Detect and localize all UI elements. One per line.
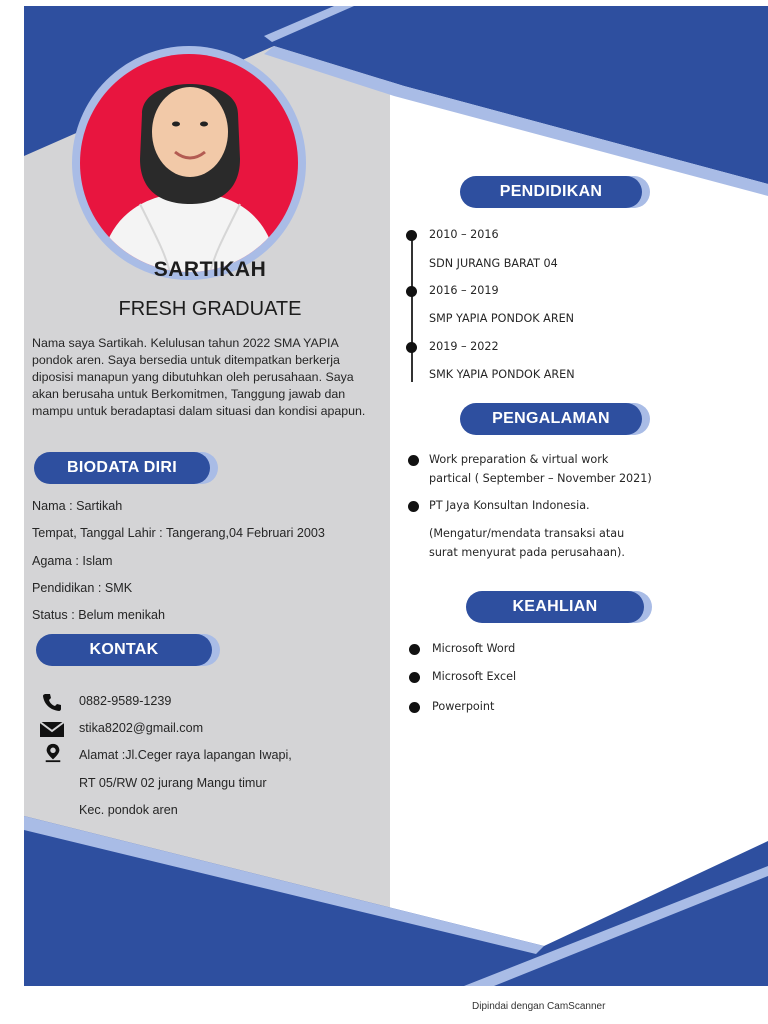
skill-item: Microsoft Word bbox=[432, 642, 516, 655]
biodata-birth: Tempat, Tanggal Lahir : Tangerang,04 Februari 2003 bbox=[32, 526, 325, 540]
bullet-dot bbox=[408, 455, 419, 466]
education-school: SMK YAPIA PONDOK AREN bbox=[429, 368, 575, 381]
bullet-dot bbox=[408, 501, 419, 512]
location-pin-icon bbox=[43, 743, 63, 763]
address-line-3: Kec. pondok aren bbox=[79, 803, 178, 817]
bullet-dot bbox=[409, 644, 420, 655]
phone-icon bbox=[42, 692, 62, 712]
biodata-heading: BIODATA DIRI bbox=[34, 452, 210, 484]
education-school: SDN JURANG BARAT 04 bbox=[429, 257, 558, 270]
education-timeline-line bbox=[411, 234, 413, 382]
profile-summary: Nama saya Sartikah. Kelulusan tahun 2022 SMA YAPIA pondok aren. Saya bersedia untuk ditempatkan berkerja diposisi manapun yang dibutuhkan oleh perusahaan. Saya akan berusaha untuk Berkomitmen, Tanggung jawab dan mampu untuk beradaptasi dalam situasi dan kondisi apapun. bbox=[32, 336, 366, 418]
biodata-education: Pendidikan : SMK bbox=[32, 581, 133, 595]
pendidikan-heading: PENDIDIKAN bbox=[460, 176, 642, 208]
education-school: SMP YAPIA PONDOK AREN bbox=[429, 312, 575, 325]
profile-photo bbox=[80, 54, 298, 272]
keahlian-heading: KEAHLIAN bbox=[466, 591, 644, 623]
experience-note-line2: surat menyurat pada perusahaan). bbox=[429, 546, 625, 559]
timeline-dot bbox=[406, 286, 417, 297]
biodata-religion: Agama : Islam bbox=[32, 554, 113, 568]
cv-page bbox=[24, 6, 768, 986]
experience-note-line1: (Mengatur/mendata transaksi atau bbox=[429, 527, 625, 540]
education-years: 2010 – 2016 bbox=[429, 228, 499, 241]
timeline-dot bbox=[406, 230, 417, 241]
pengalaman-heading: PENGALAMAN bbox=[460, 403, 642, 435]
skill-item: Powerpoint bbox=[432, 700, 495, 713]
experience-item-line1: PT Jaya Konsultan Indonesia. bbox=[429, 499, 590, 512]
address-line-2: RT 05/RW 02 jurang Mangu timur bbox=[79, 776, 267, 790]
mail-icon bbox=[39, 719, 65, 739]
email-address: stika8202@gmail.com bbox=[79, 721, 204, 735]
person-role: FRESH GRADUATE bbox=[118, 298, 302, 320]
scanner-watermark: Dipindai dengan CamScanner bbox=[472, 1001, 606, 1012]
bullet-dot bbox=[409, 672, 420, 683]
skill-item: Microsoft Excel bbox=[432, 670, 517, 683]
biodata-name: Nama : Sartikah bbox=[32, 499, 123, 513]
person-name: SARTIKAH bbox=[153, 258, 267, 281]
education-years: 2016 – 2019 bbox=[429, 284, 499, 297]
education-years: 2019 – 2022 bbox=[429, 340, 499, 353]
biodata-status: Status : Belum menikah bbox=[32, 608, 165, 622]
bullet-dot bbox=[409, 702, 420, 713]
experience-item-line2: partical ( September – November 2021) bbox=[429, 472, 652, 485]
phone-number: 0882-9589-1239 bbox=[79, 694, 172, 708]
experience-item-line1: Work preparation & virtual work bbox=[429, 453, 609, 466]
timeline-dot bbox=[406, 342, 417, 353]
kontak-heading: KONTAK bbox=[36, 634, 212, 666]
address-line-1: Alamat :Jl.Ceger raya lapangan Iwapi, bbox=[79, 748, 292, 762]
